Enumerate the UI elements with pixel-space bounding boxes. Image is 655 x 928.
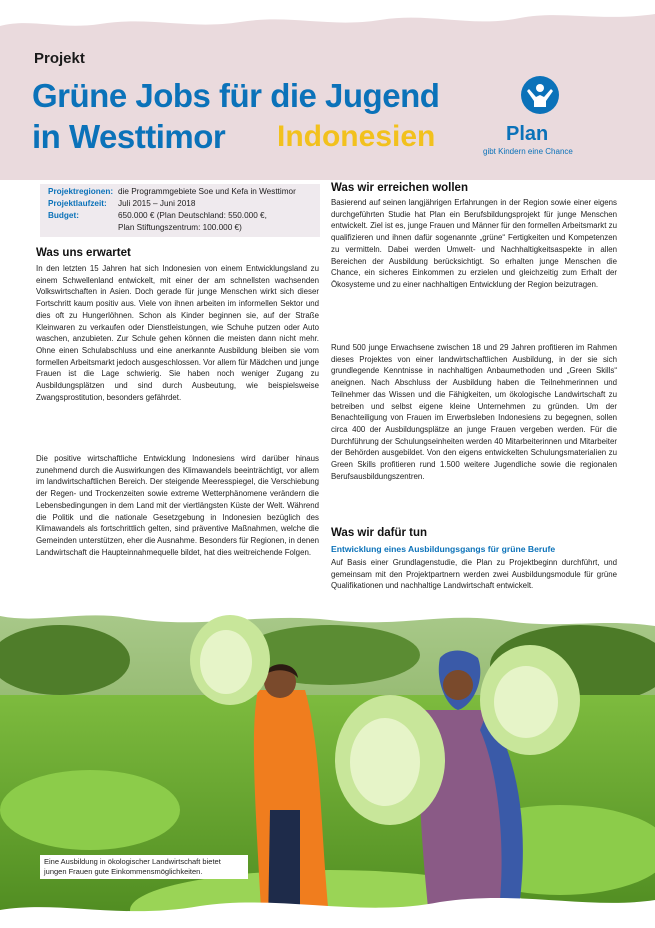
project-label: Projekt xyxy=(34,50,85,67)
info-key: Projektlaufzeit: xyxy=(48,199,107,208)
info-value: 650.000 € (Plan Deutschland: 550.000 €, xyxy=(118,211,267,220)
info-value: Juli 2015 – Juni 2018 xyxy=(118,199,196,208)
logo-tagline: gibt Kindern eine Chance xyxy=(483,147,573,156)
section-heading-expectations: Was uns erwartet xyxy=(36,247,131,259)
paragraph: Auf Basis einer Grundlagenstudie, die Plan zu Projektbeginn durchführt, und gemeinsam mit den Projektpartnern werden zwei Ausbildungsmodule für grüne Qualifikationen und nachhaltige Landwirtschaft entwickelt. xyxy=(331,558,617,591)
torn-paper-edge xyxy=(0,0,655,40)
paragraph: In den letzten 15 Jahren hat sich Indonesien von einem Entwicklungsland zu einem Schwellenland entwickelt, mit einer der am schnellsten wachsenden Volkswirtschaften in Asien. Doch gerade für junge Menschen wirkt sich dieser Fortschritt kaum positiv aus. Viele von ihnen arbeiten im informellen Sektor und dies oft zu Hungerlöhnen. Schon als Kinder beginnen sie, auf der Straße Kleinwaren zu verkaufen oder Dienstleistungen, wie Schuhe putzen oder Auto waschen, anzubieten. Zur Schule gehen können die meisten dann nicht mehr. Ohne einen Schulabschluss und eine anerkannte Ausbildung bleiben sie vom formellen Arbeitsmarkt jedoch ausgeschlossen. Vor allem für Mädchen und junge Frauen ist die Lage schwierig. Sie haben noch weniger Zugang zu Ausbildungsplätzen und sind durch Ausbeutung, wie beispielsweise Zwangsprostitution, besonders gefährdet. xyxy=(36,264,319,402)
page-title-line1: Grüne Jobs für die Jugend xyxy=(32,77,440,114)
page-title-line2: in Westtimor xyxy=(32,118,226,155)
paragraph: Rund 500 junge Erwachsene zwischen 18 und 29 Jahren profitieren im Rahmen dieses Projektes von einer landwirtschaftlichen Ausbildung, in der sie sich grundlegende Kenntnisse in nachhaltigen Anbaumethoden und „Green Skills“ aneignen. Nach Abschluss der Ausbildung haben die Teilnehmerinnen und Teilnehmer das Wissen und die Fähigkeiten, um ökologische Landwirtschaft zu betreiben und selbst eigene kleine Unternehmen zu gründen. Um der Benachteiligung von Frauen im Erwerbsleben Indonesiens zu begegnen, sollen circa 400 der Ausbildungsplätze an junge Frauen vergeben werden. Für die Durchführung der Schulungseinheiten werden 40 Mitarbeiterinnen und Mitarbeiter der Behörden ausgebildet. Von den eigens entwickelten Schulungsmaterialien zu Green Skills profitieren rund 1.500 weitere Jugendliche sowie die regionalen Berufsausbildungszentren. xyxy=(331,343,617,481)
subheading: Entwicklung eines Ausbildungsgangs für grüne Berufe xyxy=(331,544,556,554)
info-row-budget-cont xyxy=(48,223,242,232)
info-row-regions xyxy=(48,187,296,196)
photo-caption: Eine Ausbildung in ökologischer Landwirtschaft bietet jungen Frauen gute Einkommensmöglichkeiten. xyxy=(40,855,248,879)
country-label: Indonesien xyxy=(277,120,436,153)
paragraph: Basierend auf seinen langjährigen Erfahrungen in der Region sowie einer eigens durchgeführten Studie hat Plan ein Berufsbildungsprojekt für junge Menschen entwickelt. Ziel ist es, junge Frauen und Männer für den formellen Arbeitsmarkt zu qualifizieren und ihnen dafür sogenannte „grüne“ Fertigkeiten und Kompetenzen zu vermitteln. Dabei werden Umwelt- und Nachhaltigkeitsaspekte in allen Bereichen der Ausbildung berücksichtigt. So erhalten junge Menschen die Chance, ein sicheres Einkommen zu erzielen und gleichzeitig zum Erhalt der Ökosysteme und zu einer nachhaltigen Entwicklung der Region beizutragen. xyxy=(331,198,617,289)
info-value: Plan Stiftungszentrum: 100.000 €) xyxy=(118,223,242,232)
paragraph: Die positive wirtschaftliche Entwicklung Indonesiens wird darüber hinaus zunehmend durch die Auswirkungen des Klimawandels beeinträchtigt, vor allem im landwirtschaftlichen Bereich. Der steigende Meeresspiegel, die Verschiebung der Regen- und Trockenzeiten sowie extreme Wetterphänomene verändern die Lebensbedingungen in dem Land mit der viertlängsten Küste der Welt. Während die Politik und die nationale Gesetzgebung in Indonesien bezüglich des Klimawandels als fortschrittlich gelten, sind präventive Maßnahmen, welche die Gemeinden unterstützen, eher die Ausnahme. Besonders für Regionen, in denen Landwirtschaft die Haupteinnahmequelle bildet, hat dies weitreichende Folgen. xyxy=(36,454,319,557)
info-value: die Programmgebiete Soe und Kefa in Westtimor xyxy=(118,187,296,196)
info-row-budget xyxy=(48,211,267,220)
info-key: Projektregionen: xyxy=(48,187,114,196)
section-heading-actions: Was wir dafür tun xyxy=(331,527,428,539)
field-photo xyxy=(0,610,655,928)
info-key: Budget: xyxy=(48,211,79,220)
section-heading-goals: Was wir erreichen wollen xyxy=(331,182,468,194)
logo-name: Plan xyxy=(506,123,549,145)
info-row-duration xyxy=(48,199,195,208)
